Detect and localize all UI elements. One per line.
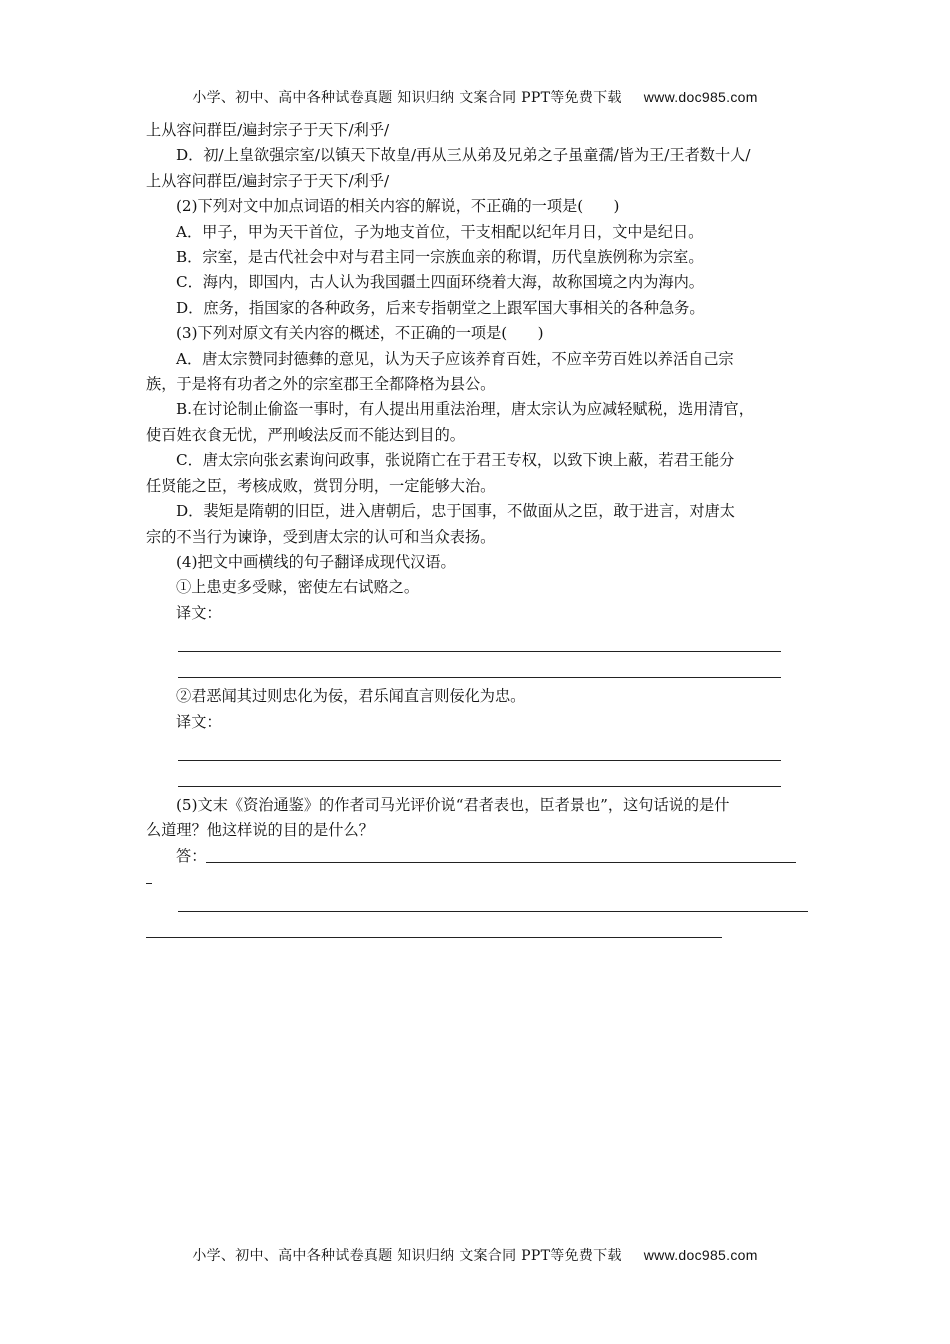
q4-translation-label-1: 译文： [176,603,222,622]
q3-option-b-line2: 使百姓衣食无忧，严刑峻法反而不能达到目的。 [146,425,465,444]
q3-option-c-line1: C．唐太宗向张玄素询问政事，张说隋亡在于君王专权，以致下谀上蔽，若君王能分 [176,451,735,470]
footer-site[interactable]: www.doc985.com [643,1247,758,1263]
q2-option-a: A．甲子，甲为天干首位，子为地支首位，干支相配以纪年月日，文中是纪日。 [176,222,704,241]
q2-option-d: D．庶务，指国家的各种政务，后来专指朝堂之上跟军国大事相关的各种急务。 [176,298,705,317]
q5-answer-line-1[interactable] [206,844,796,863]
q5-answer-row [146,844,818,869]
q4-sentence-2: ②君恶闻其过则忠化为佞，君乐闻直言则佞化为忠。 [176,687,526,706]
q4-sentence-1: ①上患吏多受赇，密使左右试赂之。 [176,578,419,597]
q2-stem: (2)下列对文中加点词语的相关内容的解说，不正确的一项是( ) [176,197,620,216]
q2-option-b: B．宗室，是古代社会中对与君主同一宗族血亲的称谓，历代皇族例称为宗室。 [176,248,704,267]
q5-answer-line-wrap [146,869,152,884]
page-header [0,87,950,107]
q4-answer-line-2b[interactable] [178,773,781,787]
q5-answer-line-3[interactable] [146,924,722,938]
q4-stem: (4)把文中画横线的句子翻译成现代汉语。 [176,552,456,571]
q3-option-b-line1: B.在讨论制止偷盗一事时，有人提出用重法治理，唐太宗认为应减轻赋税，选用清官， [176,400,754,419]
q4-translation-label-2: 译文： [176,712,222,731]
q3-option-d-line2: 宗的不当行为谏诤，受到唐太宗的认可和当众表扬。 [146,527,496,546]
q5-stem-line1: (5)文末《资治通鉴》的作者司马光评价说“君者表也，臣者景也”，这句话说的是什 [176,795,730,814]
q1-option-d: D．初/上皇欲强宗室/以镇天下故皇/再从三从弟及兄弟之子虽童孺/皆为王/王者数十人/ [176,146,751,165]
q4-answer-line-1a[interactable] [178,638,781,652]
q3-stem: (3)下列对原文有关内容的概述，不正确的一项是( ) [176,324,544,343]
q4-answer-line-1b[interactable] [178,664,781,678]
q3-option-d-line1: D．裴矩是隋朝的旧臣，进入唐朝后，忠于国事，不做面从之臣，敢于进言，对唐太 [176,502,735,521]
q1-option-c-continuation: 上从容问群臣/遍封宗子于天下/利乎/ [146,121,390,139]
q5-answer-line-2[interactable] [178,898,808,912]
q3-option-a-line2: 族，于是将有功者之外的宗室郡王全都降格为县公。 [146,375,496,394]
q5-answer-label: 答： [176,846,207,865]
page-footer [0,1245,950,1265]
q3-option-c-line2: 任贤能之臣，考核成败，赏罚分明，一定能够大治。 [146,476,496,495]
footer-text: 小学、初中、高中各种试卷真题 知识归纳 文案合同 PPT等免费下载 [192,1248,622,1264]
document-body [146,118,818,938]
header-site[interactable]: www.doc985.com [643,89,758,105]
header-text: 小学、初中、高中各种试卷真题 知识归纳 文案合同 PPT等免费下载 [192,90,622,106]
q2-option-c: C．海内，即国内，古人认为我国疆土四面环绕着大海，故称国境之内为海内。 [176,273,704,292]
q3-option-a-line1: A．唐太宗赞同封德彝的意见，认为天子应该养育百姓，不应辛劳百姓以养活自己宗 [176,349,734,368]
q4-answer-line-2a[interactable] [178,747,781,761]
q1-option-d-continuation: 上从容问群臣/遍封宗子于天下/利乎/ [146,171,390,190]
q5-stem-line2: 么道理？他这样说的目的是什么？ [146,821,374,840]
